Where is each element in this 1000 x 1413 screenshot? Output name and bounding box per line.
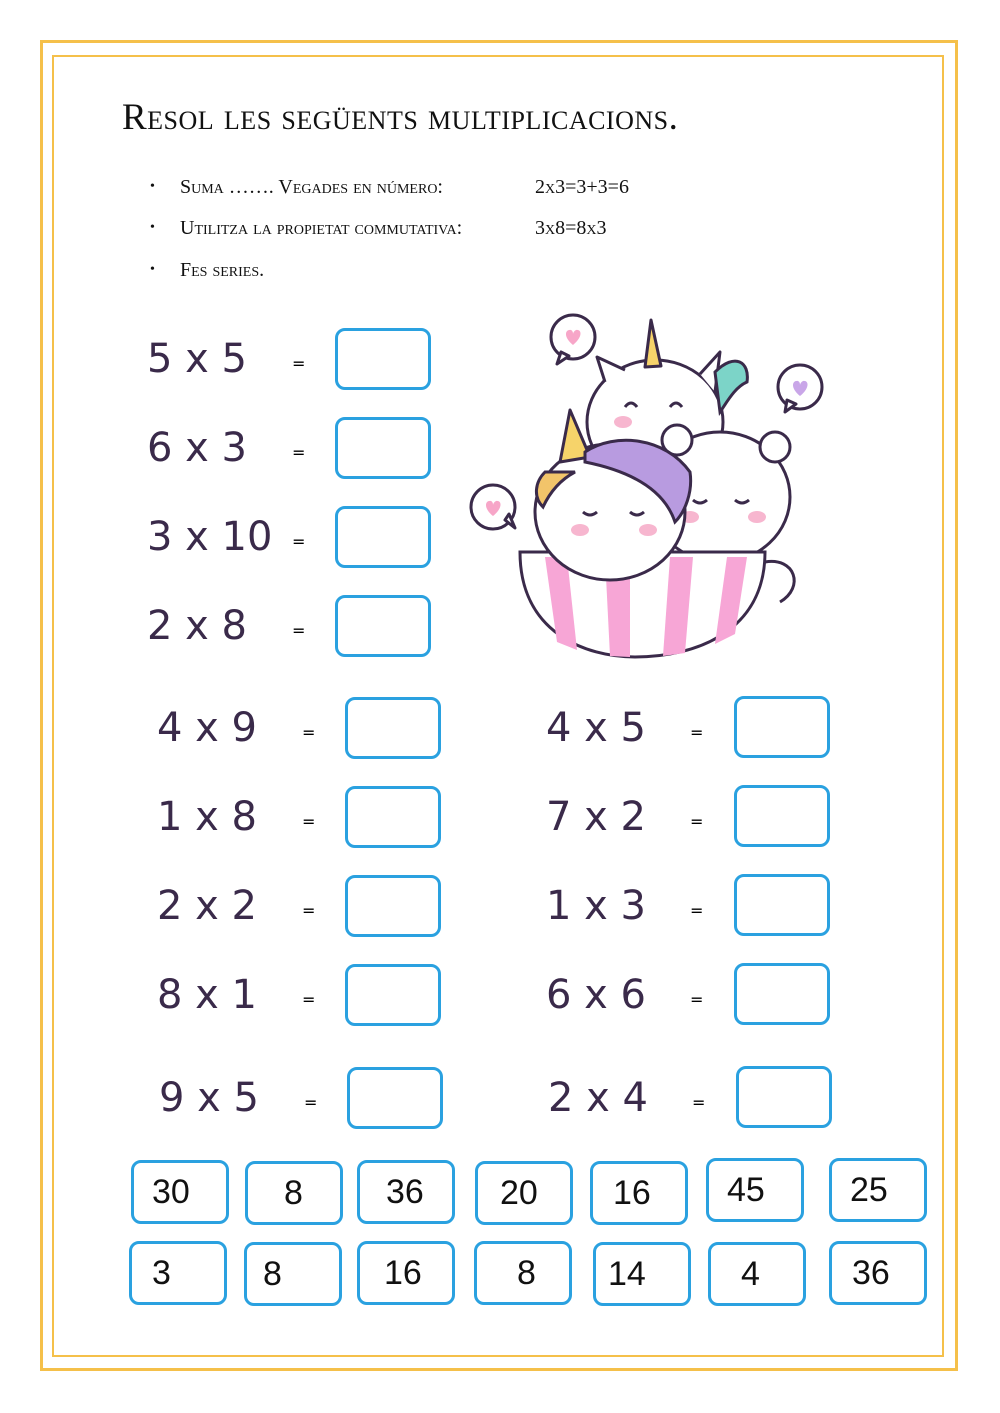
equation-factors: 4 x 5 — [546, 705, 646, 751]
answer-tile[interactable]: 16 — [590, 1161, 688, 1225]
equation-row — [147, 326, 247, 392]
equation-factors: 1 x 3 — [546, 883, 646, 929]
worksheet-title: Resol les següents multiplicacions. — [122, 97, 679, 138]
equation-factors: 9 x 5 — [159, 1075, 259, 1121]
equals-sign: = — [690, 811, 704, 831]
answer-tile[interactable]: 36 — [357, 1160, 455, 1224]
answer-box[interactable] — [345, 964, 441, 1026]
answer-tile[interactable]: 25 — [829, 1158, 927, 1222]
bullet-icon: • — [150, 262, 155, 277]
equation-factors: 3 x 10 — [147, 514, 273, 560]
equals-sign: = — [304, 1092, 318, 1112]
equals-sign: = — [302, 989, 316, 1009]
equation-row — [147, 415, 247, 481]
answer-box[interactable] — [347, 1067, 443, 1129]
equation-row — [147, 504, 272, 570]
equals-sign: = — [302, 811, 316, 831]
rule-text: Suma ……. Vegades en número: — [180, 175, 443, 198]
rule-2 — [150, 213, 607, 243]
equation-factors: 7 x 2 — [546, 794, 646, 840]
equation-factors: 6 x 6 — [546, 972, 646, 1018]
answer-box[interactable] — [345, 786, 441, 848]
equation-row — [157, 873, 257, 939]
equals-sign: = — [690, 989, 704, 1009]
answer-tile[interactable]: 8 — [245, 1161, 343, 1225]
equation-factors: 6 x 3 — [147, 425, 247, 471]
answer-box[interactable] — [736, 1066, 832, 1128]
unicorn-cup-illustration — [465, 312, 835, 662]
bullet-icon: • — [150, 220, 155, 235]
heart-bubble-icon — [778, 365, 822, 412]
equation-row — [546, 962, 646, 1028]
rule-1 — [150, 172, 629, 202]
equals-sign: = — [692, 1092, 706, 1112]
equation-row — [159, 1065, 259, 1131]
equals-sign: = — [292, 620, 306, 640]
answer-box[interactable] — [345, 875, 441, 937]
answer-tile[interactable]: 16 — [357, 1241, 455, 1305]
bullet-icon: • — [150, 179, 155, 194]
equation-factors: 1 x 8 — [157, 794, 257, 840]
equals-sign: = — [690, 722, 704, 742]
answer-box[interactable] — [734, 874, 830, 936]
answer-tile[interactable]: 14 — [593, 1242, 691, 1306]
equation-row — [546, 784, 646, 850]
answer-tile[interactable]: 20 — [475, 1161, 573, 1225]
equals-sign: = — [302, 900, 316, 920]
equation-row — [157, 695, 257, 761]
equation-row — [157, 784, 257, 850]
equation-row — [147, 593, 247, 659]
equation-row — [157, 962, 257, 1028]
answer-box[interactable] — [734, 963, 830, 1025]
answer-tile[interactable]: 3 — [129, 1241, 227, 1305]
equals-sign: = — [690, 900, 704, 920]
answer-tile[interactable]: 45 — [706, 1158, 804, 1222]
equation-row — [546, 873, 646, 939]
equation-row — [548, 1065, 648, 1131]
answer-box[interactable] — [734, 696, 830, 758]
answer-tile[interactable]: 8 — [244, 1242, 342, 1306]
answer-box[interactable] — [345, 697, 441, 759]
equation-factors: 4 x 9 — [157, 705, 257, 751]
equation-factors: 5 x 5 — [147, 336, 247, 382]
answer-tile[interactable]: 4 — [708, 1242, 806, 1306]
answer-tile[interactable]: 30 — [131, 1160, 229, 1224]
equals-sign: = — [292, 353, 306, 373]
rule-text: Utilitza la propietat commutativa: — [180, 216, 463, 239]
answer-box[interactable] — [335, 595, 431, 657]
equals-sign: = — [292, 442, 306, 462]
answer-box[interactable] — [734, 785, 830, 847]
heart-bubble-icon — [471, 485, 515, 529]
answer-tile[interactable]: 36 — [829, 1241, 927, 1305]
answer-box[interactable] — [335, 328, 431, 390]
heart-bubble-icon — [551, 315, 595, 364]
answer-box[interactable] — [335, 417, 431, 479]
answer-box[interactable] — [335, 506, 431, 568]
equals-sign: = — [302, 722, 316, 742]
equation-factors: 8 x 1 — [157, 972, 257, 1018]
rule-text: Fes series. — [180, 258, 265, 281]
rule-example: 3x8=8x3 — [535, 216, 607, 239]
equals-sign: = — [292, 531, 306, 551]
rule-example: 2x3=3+3=6 — [535, 175, 629, 198]
rule-3 — [150, 255, 535, 285]
equation-factors: 2 x 8 — [147, 603, 247, 649]
equation-factors: 2 x 2 — [157, 883, 257, 929]
answer-tile[interactable]: 8 — [474, 1241, 572, 1305]
equation-factors: 2 x 4 — [548, 1075, 648, 1121]
equation-row — [546, 695, 646, 761]
